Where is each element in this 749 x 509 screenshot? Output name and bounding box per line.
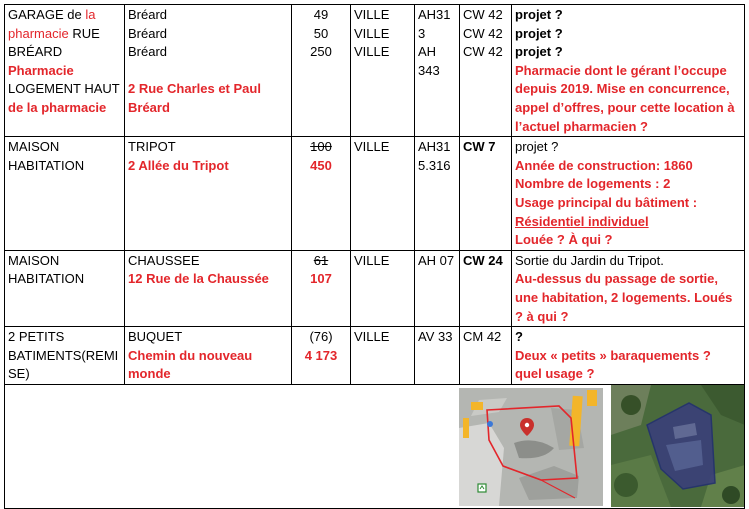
note: ? — [515, 329, 523, 345]
designation-text: LOGEMENT HAUT — [8, 81, 120, 97]
owner: VILLE — [354, 25, 390, 41]
table-row — [5, 327, 745, 385]
table-row — [5, 137, 745, 251]
owner-cell — [351, 5, 415, 137]
designation-text: SE) — [8, 366, 30, 382]
designation-cell — [5, 5, 125, 137]
number-new: 107 — [310, 271, 332, 287]
note: projet ? — [515, 25, 563, 41]
cadastral-plan-map — [459, 388, 603, 506]
number-old: 61 — [313, 252, 329, 268]
street-name: Bréard — [128, 44, 168, 60]
street-address: Chemin du nouveau monde — [128, 347, 253, 382]
number: 50 — [313, 25, 329, 41]
parcel: 5.316 — [418, 157, 451, 173]
parcel-cell — [415, 5, 460, 137]
plan: CW 42 — [463, 7, 503, 22]
parcel-cell — [415, 327, 460, 385]
designation-cell — [5, 250, 125, 326]
owner-cell — [351, 327, 415, 385]
aerial-map-drawing — [611, 385, 745, 507]
note-red: Usage principal du bâtiment : — [515, 194, 698, 210]
note-red: Résidentiel individuel — [515, 213, 649, 229]
street-name: BUQUET — [128, 329, 183, 345]
table-row — [5, 250, 745, 326]
plan: CW 42 — [463, 25, 503, 41]
street-cell — [125, 250, 292, 326]
designation-text: RUE BRÉARD — [8, 25, 100, 60]
table-row — [5, 384, 745, 508]
maps-cell — [5, 384, 745, 508]
note: projet ? — [515, 7, 563, 22]
number-new: 4 173 — [304, 347, 338, 363]
number: 250 — [310, 44, 332, 60]
plan: CM 42 — [463, 329, 502, 345]
street-name: TRIPOT — [128, 139, 176, 155]
owner: VILLE — [354, 44, 390, 60]
number-cell — [292, 327, 351, 385]
designation-text: BATIMENTS(REMI — [8, 347, 119, 363]
parcel: AH — [418, 44, 437, 60]
parcel-cell — [415, 250, 460, 326]
parcel: AH31 — [418, 139, 451, 155]
designation-text: de la pharmacie — [8, 99, 107, 115]
note-red: Au-dessus du passage de sortie, une habitation, 2 logements. Loués ? à qui ? — [515, 271, 733, 324]
note-red: Louée ? À qui ? — [515, 232, 613, 248]
aerial-photo-map — [611, 385, 745, 507]
designation-text: 2 PETITS — [8, 329, 65, 345]
street-cell — [125, 327, 292, 385]
owner-cell — [351, 250, 415, 326]
plan-cell — [460, 5, 512, 137]
notes-cell — [512, 137, 745, 251]
parcel-cell — [415, 137, 460, 251]
street-name: Bréard — [128, 7, 168, 22]
owner: VILLE — [354, 139, 390, 155]
plan: CW 7 — [463, 139, 496, 155]
street-name: CHAUSSEE — [128, 252, 200, 268]
notes-cell — [512, 327, 745, 385]
notes-cell — [512, 5, 745, 137]
parcel: AH 07 — [418, 252, 455, 268]
parcel: AH31 — [418, 7, 451, 22]
designation-text: la pharmacie — [8, 7, 96, 41]
plan-cell — [460, 250, 512, 326]
note-red: Année de construction: 1860 — [515, 157, 693, 173]
plan-cell — [460, 327, 512, 385]
street-cell — [125, 5, 292, 137]
designation-text: GARAGE de — [8, 7, 86, 22]
plan-map-drawing — [459, 388, 603, 506]
owner-cell — [351, 137, 415, 251]
number-cell — [292, 250, 351, 326]
designation-text: HABITATION — [8, 271, 85, 287]
parcel: AV 33 — [418, 329, 453, 345]
plan: CW 24 — [463, 252, 503, 268]
designation-text: HABITATION — [8, 157, 85, 173]
plan: CW 42 — [463, 44, 503, 60]
street-address: 2 Allée du Tripot — [128, 157, 229, 173]
owner: VILLE — [354, 252, 390, 268]
note: Sortie du Jardin du Tripot. — [515, 252, 664, 268]
street-name: Bréard — [128, 25, 168, 41]
owner: VILLE — [354, 329, 390, 345]
street-cell — [125, 137, 292, 251]
designation-cell — [5, 327, 125, 385]
designation-text: Pharmacie — [8, 62, 74, 78]
plan-cell — [460, 137, 512, 251]
table-row — [5, 5, 745, 137]
owner: VILLE — [354, 7, 390, 22]
properties-table — [4, 4, 745, 509]
street-address: 2 Rue Charles et Paul Bréard — [128, 81, 261, 115]
note-red: Pharmacie dont le gérant l’occupe depuis 2019. Mise en concurrence, appel d’offres, pour cette location à l’actuel pharmacien ? — [515, 62, 735, 134]
note: projet ? — [515, 139, 559, 155]
number-old: (76) — [309, 329, 333, 345]
number-old: 100 — [310, 139, 332, 155]
designation-cell — [5, 137, 125, 251]
notes-cell — [512, 250, 745, 326]
designation-text: MAISON — [8, 139, 60, 155]
number-cell — [292, 137, 351, 251]
note: projet ? — [515, 44, 563, 60]
designation-text: MAISON — [8, 252, 60, 268]
parcel: 343 — [418, 62, 440, 78]
note-red: Deux « petits » baraquements ? quel usage ? — [515, 347, 711, 382]
parcel: 3 — [418, 25, 426, 41]
number: 49 — [313, 7, 329, 22]
number-cell — [292, 5, 351, 137]
street-address: 12 Rue de la Chaussée — [128, 271, 269, 287]
note-red: Nombre de logements : 2 — [515, 176, 671, 192]
number-new: 450 — [310, 157, 332, 173]
